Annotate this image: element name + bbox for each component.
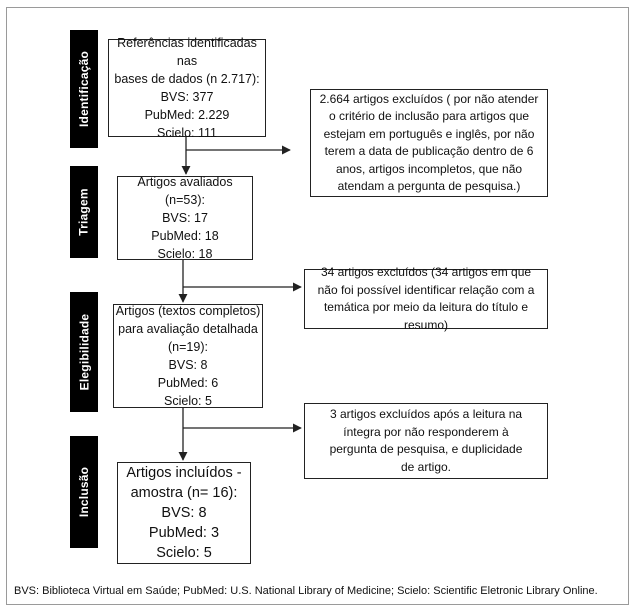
stage-triagem-label: Triagem [77,188,92,236]
stage-elegibilidade-label: Elegibilidade [77,313,91,391]
box-screened-line: BVS: 17 [162,211,208,225]
box-included-line: Artigos incluídos - [126,465,242,481]
box-identified-line: Scielo: 111 [157,126,217,140]
box-included-line: BVS: 8 [161,505,207,521]
box-screened-line: Scielo: 18 [157,247,213,261]
box-screened-line: PubMed: 18 [151,229,219,243]
box-identified-line: BVS: 377 [160,90,214,104]
box-eligible-line: Scielo: 5 [164,394,212,408]
box-screened-line: Artigos avaliados (n=53): [137,175,233,207]
stage-identificacao-label: Identificação [77,51,91,127]
box-eligible-line: BVS: 8 [168,358,208,372]
box-eligible-line: Artigos (textos completos) [115,304,261,318]
box-identified-line: bases de dados (n 2.717): [114,72,260,86]
box-included-line: Scielo: 5 [156,545,212,561]
exclusion-first-text: 2.664 artigos excluídos ( por não atender o critério de inclusão para artigos que estejam em português e inglês, por não terem a data de publicação dentro de 6 anos, artigos incompletos, que não atendam a pergunta de pesquisa.) [319,91,539,193]
exclusion-third-text: 3 artigos excluídos após a leitura na íntegra por não responderem à pergunta de pesquisa, e duplicidade de artigo. [329,407,523,474]
box-eligible-line: (n=19): [168,340,208,354]
stage-inclusao-label: Inclusão [77,466,91,518]
box-identified-line: PubMed: 2.229 [144,108,230,122]
exclusion-second-text: 34 artigos excluídos (34 artigos em que não foi possível identificar relação com a temática por meio da leitura do título e resumo) [317,265,535,332]
box-included-line: PubMed: 3 [148,525,220,541]
box-eligible-line: PubMed: 6 [157,376,219,390]
box-identified-line: Referências identificadas nas [117,36,257,68]
footnote: BVS: Biblioteca Virtual em Saúde; PubMed: U.S. National Library of Medicine; Scielo: Scientific Eletronic Library Online. [14,585,598,597]
box-eligible-line: para avaliação detalhada [118,322,258,336]
box-included-line: amostra (n= 16): [130,485,238,501]
